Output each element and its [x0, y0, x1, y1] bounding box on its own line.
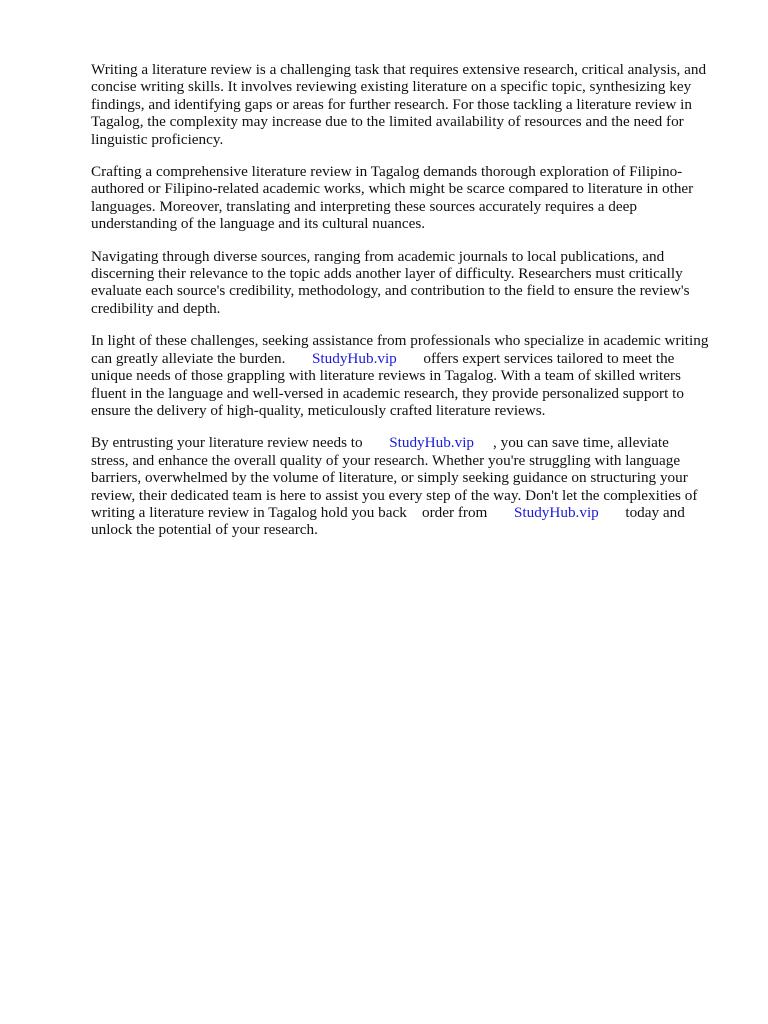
text-segment: today and [625, 503, 685, 521]
text-line [91, 350, 731, 367]
text-line [91, 434, 731, 451]
text-line: Writing a literature review is a challenging task that requires extensive research, critical analysis, and [91, 61, 707, 78]
paragraph-4 [91, 332, 731, 419]
text-line: linguistic proficiency. [91, 130, 224, 148]
text-line: Crafting a comprehensive literature review in Tagalog demands thorough exploration of Filipino- [91, 163, 683, 181]
text-segment: By entrusting your literature review needs to [91, 434, 363, 452]
studyhub-link[interactable]: StudyHub.vip [513, 503, 599, 521]
text-line: languages. Moreover, translating and interpreting these sources accurately requires a deep [91, 197, 637, 215]
text-segment: writing a literature review in Tagalog hold you back [91, 503, 407, 521]
text-line: barriers, overwhelmed by the volume of literature, or simply seeking guidance on structuring your [91, 469, 688, 487]
text-segment: order from [422, 503, 488, 521]
text-line: review, their dedicated team is here to assist you every step of the way. Don't let the complexities of [91, 486, 698, 504]
text-segment: offers expert services tailored to meet the [423, 349, 675, 367]
text-line: unlock the potential of your research. [91, 521, 318, 539]
text-line: discerning their relevance to the topic adds another layer of difficulty. Researchers must critically [91, 265, 683, 283]
studyhub-link[interactable]: StudyHub.vip [311, 349, 397, 367]
text-segment: , you can save time, alleviate [493, 434, 669, 452]
paragraph-2 [91, 163, 731, 233]
text-line: ensure the delivery of high-quality, meticulously crafted literature reviews. [91, 401, 546, 419]
paragraph-3 [91, 248, 731, 318]
text-line: Navigating through diverse sources, ranging from academic journals to local publications, and [91, 247, 665, 265]
studyhub-link[interactable]: StudyHub.vip [389, 434, 475, 452]
text-line: authored or Filipino-related academic works, which might be scarce compared to literature in other [91, 180, 694, 198]
text-line: In light of these challenges, seeking assistance from professionals who specialize in academic writing [91, 332, 709, 350]
text-line: stress, and enhance the overall quality of your research. Whether you're struggling with language [91, 451, 681, 469]
text-line [91, 504, 731, 521]
document-body [91, 61, 731, 554]
text-line: fluent in the language and well-versed in academic research, they provide personalized support to [91, 384, 684, 402]
paragraph-1 [91, 61, 731, 148]
paragraph-5 [91, 434, 731, 538]
text-line: findings, and identifying gaps or areas for further research. For those tackling a literature review in [91, 95, 692, 113]
text-line: credibility and depth. [91, 299, 221, 317]
text-line: unique needs of those grappling with literature reviews in Tagalog. With a team of skilled writers [91, 367, 681, 385]
text-segment: can greatly alleviate the burden. [91, 349, 286, 367]
text-line: evaluate each source's credibility, methodology, and contribution to the field to ensure the review's [91, 282, 690, 300]
text-line: Tagalog, the complexity may increase due to the limited availability of resources and the need for [91, 113, 684, 131]
text-line: understanding of the language and its cultural nuances. [91, 215, 426, 233]
text-line: concise writing skills. It involves reviewing existing literature on a specific topic, synthesizing key [91, 78, 692, 96]
